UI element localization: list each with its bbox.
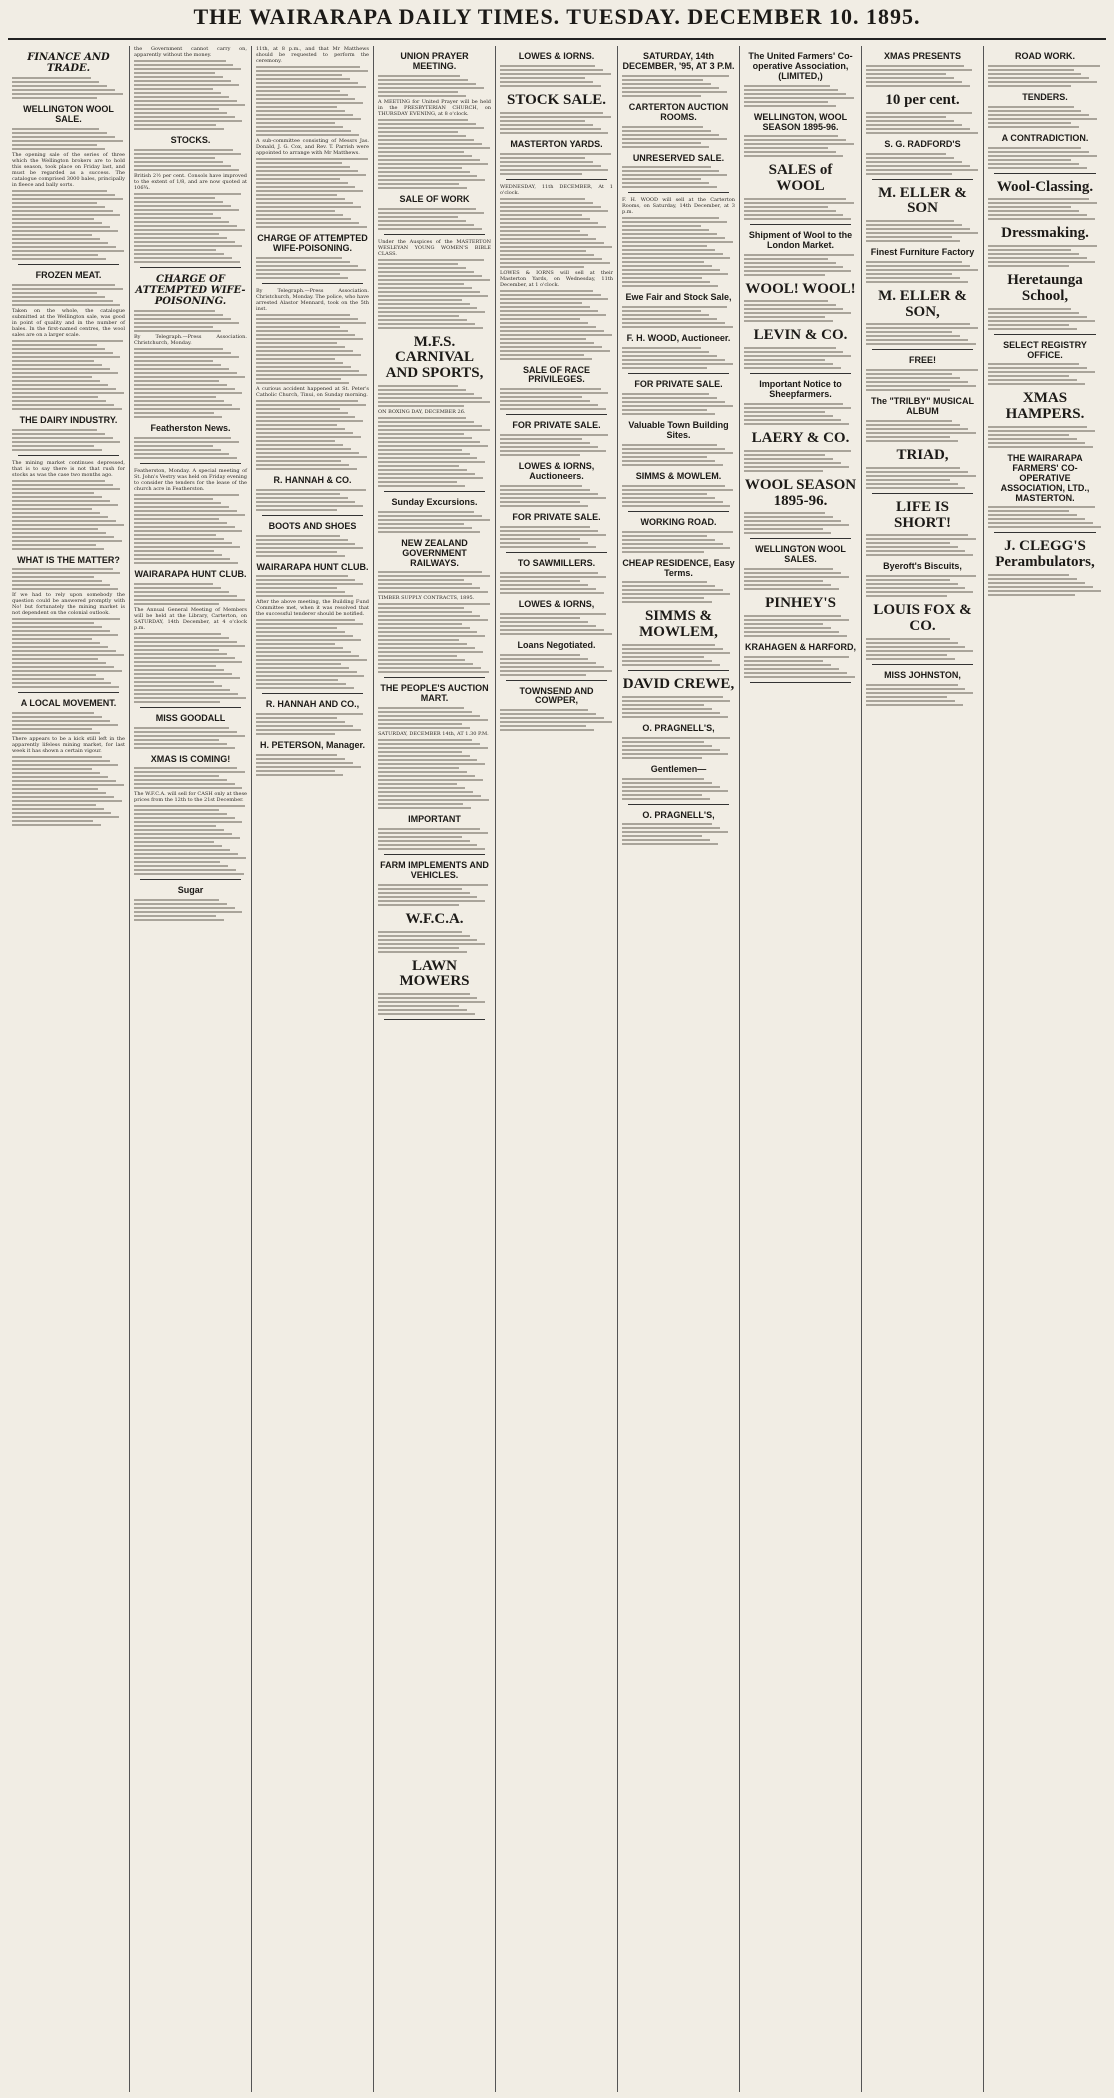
text-filler [866, 420, 979, 442]
text-filler [256, 754, 369, 776]
text-filler [12, 712, 125, 734]
text-filler [622, 531, 735, 553]
section-heading: UNRESERVED SALE. [632, 152, 725, 163]
section-heading: XMAS IS COMING! [150, 753, 231, 764]
section-heading: F. H. WOOD, Auctioneer. [626, 333, 731, 344]
section-heading: LEVIN & CO. [753, 327, 848, 344]
text-filler [378, 385, 491, 407]
section-heading: PINHEY'S [765, 595, 836, 612]
column-rule [506, 552, 607, 553]
text-filler [134, 193, 247, 263]
article-text: ON BOXING DAY, DECEMBER 26. [378, 408, 466, 415]
section-heading: SATURDAY, 14th DECEMBER, '95, AT 3 P.M. [622, 51, 735, 71]
article-text: A sub-committee consisting of Messrs Jas. Donald, J. G. Cox, and Rev. T. Parrish were appointed to arrange with Mr Matthews. [256, 138, 369, 156]
text-filler [256, 314, 369, 384]
text-filler [744, 300, 857, 322]
text-filler [622, 778, 735, 800]
article-text: British 2½ per cent. Consols have improved to the extent of 1/8, and are now quoted at 106¾. [134, 172, 247, 191]
column-rule [18, 264, 119, 265]
article-text: The mining market continues depressed, that is to say there is not that rush for stocks as was the case two months ago. [12, 459, 125, 478]
column-rule [750, 373, 851, 374]
text-filler [622, 393, 735, 415]
text-filler [622, 306, 735, 328]
text-filler [134, 348, 247, 418]
article-text: LOWES & IORNS will sell at their Masterton Yards, on Wednesday, 11th December, at 1 o'clock. [500, 269, 613, 288]
text-filler [500, 434, 613, 456]
section-heading: FOR PRIVATE SALE. [512, 511, 601, 522]
text-filler [12, 618, 125, 688]
text-filler [622, 166, 735, 188]
column-7 [740, 46, 862, 2092]
text-filler [12, 284, 125, 306]
text-filler [622, 644, 735, 666]
column-5 [496, 46, 618, 2092]
section-heading: WELLINGTON WOOL SALE. [23, 104, 114, 124]
text-filler [134, 899, 247, 921]
text-filler [988, 363, 1102, 385]
section-heading: FOR PRIVATE SALE. [634, 379, 723, 390]
text-filler [256, 619, 369, 689]
section-heading: Gentlemen— [650, 763, 707, 774]
text-filler [988, 245, 1102, 267]
section-heading: CHARGE OF ATTEMPTED WIFE-POISONING. [135, 273, 246, 307]
text-filler [622, 126, 735, 148]
column-rule [994, 173, 1096, 174]
text-filler [622, 217, 735, 287]
section-heading: STOCKS. [170, 135, 211, 145]
section-heading: XMAS PRESENTS [883, 51, 961, 61]
section-heading: LOWES & IORNS, Auctioneers. [518, 461, 595, 482]
column-rule [140, 267, 241, 268]
section-heading: Loans Negotiated. [517, 639, 596, 650]
text-filler [622, 75, 735, 97]
section-heading: FROZEN MEAT. [35, 269, 102, 280]
text-filler [622, 347, 735, 369]
section-heading: WAIRARAPA HUNT CLUB. [256, 561, 369, 572]
text-filler [12, 340, 125, 410]
text-filler [866, 112, 979, 134]
section-heading: LOWES & IORNS, [518, 598, 595, 609]
article-text: WEDNESDAY, 11th DECEMBER, At 1 o'clock. [500, 183, 613, 196]
text-filler [378, 993, 491, 1015]
article-text: SATURDAY, DECEMBER 14th, AT 1.30 P.M. [378, 731, 489, 738]
section-heading: STOCK SALE. [507, 91, 606, 108]
text-filler [378, 828, 491, 850]
text-filler [378, 884, 491, 906]
text-filler [378, 511, 491, 533]
text-filler [378, 739, 491, 809]
text-filler [622, 444, 735, 466]
text-filler [500, 290, 613, 360]
section-heading: KRAHAGEN & HARFORD, [745, 641, 856, 652]
article-text: If we had to rely upon somebody the question could be answered promptly with No! but fortunately the mining market is not dependent on the colonial outlook. [12, 592, 125, 617]
text-filler [866, 534, 979, 556]
section-heading: WAIRARAPA HUNT CLUB. [134, 568, 247, 579]
column-rule [750, 538, 851, 539]
text-filler [866, 220, 979, 242]
text-filler [256, 535, 369, 557]
text-filler [500, 153, 613, 175]
text-filler [622, 581, 735, 603]
section-heading: MISS JOHNSTON, [884, 669, 961, 680]
text-filler [12, 568, 125, 590]
section-heading: LOWES & IORNS. [518, 51, 595, 61]
section-heading: CARTERTON AUCTION ROOMS. [628, 101, 729, 122]
column-rule [994, 334, 1096, 335]
section-heading: Featherston News. [150, 422, 231, 433]
text-filler [378, 931, 491, 953]
section-heading: Shipment of Wool to the London Market. [748, 229, 853, 250]
section-heading: Byeroft's Biscuits, [883, 561, 962, 572]
section-heading: R. HANNAH & CO. [273, 474, 352, 485]
text-filler [256, 66, 369, 136]
text-filler [866, 323, 979, 345]
section-heading: SELECT REGISTRY OFFICE. [1003, 339, 1087, 360]
text-filler [378, 208, 491, 230]
section-heading: WOOL! WOOL! [745, 280, 856, 297]
text-filler [134, 310, 247, 332]
section-heading: THE DAIRY INDUSTRY. [19, 414, 118, 425]
text-filler [500, 613, 613, 635]
section-heading: LAWN MOWERS [399, 957, 470, 990]
column-rule [140, 879, 241, 880]
text-filler [378, 707, 491, 729]
text-filler [256, 575, 369, 597]
text-filler [744, 568, 857, 590]
text-filler [744, 347, 857, 369]
section-heading: The United Farmers' Co-operative Association, (LIMITED,) [748, 51, 853, 81]
column-rule [18, 455, 119, 456]
text-filler [744, 512, 857, 534]
text-filler [622, 696, 735, 718]
section-heading: MASTERTON YARDS. [510, 138, 603, 149]
section-heading: WELLINGTON WOOL SALES. [755, 544, 846, 565]
section-heading: Wool-Classing. [996, 178, 1094, 195]
column-6 [618, 46, 740, 2092]
article-text: The W.F.C.A. will sell for CASH only at these prices from the 12th to the 21st December. [134, 791, 247, 804]
column-rule [384, 491, 485, 492]
section-heading: LAERY & CO. [751, 430, 850, 447]
column-rule [628, 192, 729, 193]
section-heading: IMPORTANT [408, 814, 461, 825]
article-text: There appears to be a kick still left in the apparently lifeless mining market, for last week it has shown a certain vigour. [12, 736, 125, 755]
section-heading: NEW ZEALAND GOVERNMENT RAILWAYS. [401, 537, 468, 568]
section-heading: CHEAP RESIDENCE, Easy Terms. [622, 557, 735, 578]
article-text: Taken on the whole, the catalogue submitted at the Wellington sale, was good in point of quality and in the number of bales. In the first-named centres, the wool sales are on a larger scale. [12, 307, 125, 338]
text-filler [500, 485, 613, 507]
section-heading: TO SAWMILLERS. [517, 557, 596, 568]
section-heading: The "TRILBY" MUSICAL ALBUM [870, 396, 975, 417]
section-heading: LIFE IS SHORT! [894, 498, 951, 531]
masthead [0, 4, 1114, 38]
section-heading: FREE! [909, 355, 936, 366]
section-heading: J. CLEGG'S Perambulators, [995, 538, 1095, 571]
text-filler [378, 571, 491, 593]
article-text: Under the Auspices of the MASTERTON WESLEYAN YOUNG WOMEN'S BIBLE CLASS. [378, 238, 491, 257]
masthead-rule [8, 38, 1106, 40]
text-filler [988, 106, 1102, 128]
text-filler [866, 153, 979, 175]
column-3 [252, 46, 374, 2092]
column-rule [628, 373, 729, 374]
section-heading: Heretaunga School, [1007, 272, 1083, 304]
column-rule [384, 677, 485, 678]
article-text: After the above meeting, the Building Fund Committee met, when it was resolved that the successful tenderer should be notified. [256, 599, 369, 618]
article-text: The opening sale of the series of three which the Wellington brokers are to hold this season, took place on Friday last, and must be regarded as a success. The catalogue comprised 3000 bales, principally in fleece and bally sorts. [12, 151, 125, 188]
text-filler [500, 388, 613, 410]
text-filler [500, 198, 613, 268]
text-filler [500, 526, 613, 548]
column-rule [506, 680, 607, 681]
section-heading: THE PEOPLE'S AUCTION MART. [380, 683, 489, 704]
text-filler [134, 727, 247, 749]
article-text: Featherston, Monday. A special meeting of St. John's Vestry was held on Friday evening to consider the tenders for the lease of the church acre in Featherston. [134, 467, 247, 492]
article-text: F. H. WOOD will sell at the Carterton Rooms, on Saturday, 14th December, at 3 p.m. [622, 197, 735, 216]
text-filler [744, 403, 857, 425]
section-heading: XMAS HAMPERS. [1005, 390, 1085, 423]
column-rule [994, 532, 1096, 533]
section-heading: M. ELLER & SON [878, 184, 967, 217]
column-rule [18, 692, 119, 693]
column-rule [628, 804, 729, 805]
column-rule [628, 670, 729, 671]
section-heading: Finest Furniture Factory [870, 247, 975, 258]
text-filler [866, 261, 979, 283]
section-heading: ROAD WORK. [1015, 51, 1075, 61]
text-filler [500, 572, 613, 594]
column-rule [506, 179, 607, 180]
column-8 [862, 46, 984, 2092]
text-filler [988, 65, 1102, 87]
text-filler [500, 654, 613, 676]
column-rule [750, 224, 851, 225]
column-rule [262, 283, 363, 284]
text-filler [134, 633, 247, 703]
column-rule [384, 234, 485, 235]
section-heading: S. G. RADFORD'S [884, 138, 961, 149]
section-heading: M.F.S. CARNIVAL AND SPORTS, [385, 333, 484, 382]
newspaper-title: THE WAIRARAPA DAILY TIMES. TUESDAY. DECEMBER 10. 1895. [193, 4, 921, 29]
article-text: By Telegraph.—Press Association. Christchurch, Monday. The police, who have arrested Alastor Mennard, took on the 5th inst. [256, 287, 369, 312]
column-1 [8, 46, 130, 2092]
text-filler [500, 65, 613, 87]
article-text: the Government cannot carry on, apparently without the money. [134, 46, 247, 58]
section-heading: WORKING ROAD. [640, 516, 717, 527]
text-filler [744, 450, 857, 472]
section-heading: DAVID CREWE, [622, 675, 735, 692]
text-filler [866, 65, 979, 87]
section-heading: WOOL SEASON 1895-96. [744, 476, 857, 509]
text-filler [988, 308, 1102, 330]
column-rule [262, 515, 363, 516]
text-filler [378, 119, 491, 189]
text-filler [744, 254, 857, 276]
text-filler [744, 198, 857, 220]
section-heading: WHAT IS THE MATTER? [17, 554, 120, 565]
text-filler [12, 77, 125, 99]
section-heading: O. PRAGNELL'S, [642, 809, 715, 820]
section-heading: FARM IMPLEMENTS AND VEHICLES. [380, 860, 489, 881]
column-rule [872, 349, 973, 350]
text-filler [134, 767, 247, 789]
text-filler [744, 615, 857, 637]
section-heading: BOOTS AND SHOES [268, 520, 357, 531]
section-heading: Sunday Excursions. [391, 496, 478, 507]
text-filler [256, 257, 369, 279]
section-heading: LOUIS FOX & CO. [873, 602, 972, 634]
article-text: By Telegraph.—Press Association. Christchurch, Monday. [134, 333, 247, 346]
section-heading: CHARGE OF ATTEMPTED WIFE-POISONING. [257, 233, 368, 253]
text-filler [134, 583, 247, 605]
section-heading: Important Notice to Sheepfarmers. [759, 379, 842, 400]
text-filler [988, 198, 1102, 220]
text-filler [500, 709, 613, 731]
column-rule [872, 179, 973, 180]
section-heading: A LOCAL MOVEMENT. [20, 698, 117, 709]
text-filler [134, 494, 247, 564]
article-text: A MEETING for United Prayer will be held in the PRESBYTERIAN CHURCH, on THURSDAY EVENING, at 8 o'clock. [378, 98, 491, 117]
column-rule [628, 511, 729, 512]
section-heading: O. PRAGNELL'S, [642, 722, 715, 733]
section-heading: 10 per cent. [885, 91, 960, 108]
section-heading: TENDERS. [1022, 91, 1068, 102]
text-filler [256, 713, 369, 735]
text-filler [12, 190, 125, 260]
text-filler [866, 638, 979, 660]
text-filler [744, 135, 857, 157]
text-filler [622, 823, 735, 845]
column-rule [140, 707, 241, 708]
text-filler [12, 128, 125, 150]
section-heading: SALE OF WORK [399, 193, 470, 204]
text-filler [12, 756, 125, 826]
section-heading: TOWNSEND AND COWPER, [519, 685, 594, 706]
text-filler [866, 575, 979, 597]
text-filler [134, 60, 247, 130]
column-rule [140, 463, 241, 464]
text-filler [134, 149, 247, 171]
text-filler [866, 369, 979, 391]
section-heading: WELLINGTON, WOOL SEASON 1895-96. [753, 111, 848, 132]
section-heading: FINANCE AND TRADE. [27, 52, 110, 74]
column-rule [384, 854, 485, 855]
column-9 [984, 46, 1106, 2092]
column-rule [384, 1019, 485, 1020]
text-filler [988, 574, 1102, 596]
text-filler [988, 147, 1102, 169]
text-filler [622, 485, 735, 507]
text-filler [988, 506, 1102, 528]
section-heading: Valuable Town Building Sites. [628, 420, 729, 441]
section-heading: SALES of WOOL [768, 162, 833, 195]
column-2 [130, 46, 252, 2092]
text-filler [744, 656, 857, 678]
text-filler [500, 112, 613, 134]
text-filler [12, 480, 125, 550]
section-heading: SIMMS & MOWLEM, [639, 608, 718, 641]
section-heading: Sugar [177, 885, 204, 896]
text-filler [256, 158, 369, 228]
section-heading: THE WAIRARAPA FARMERS' CO-OPERATIVE ASSOCIATION, LTD., MASTERTON. [1000, 452, 1090, 503]
text-filler [378, 603, 491, 673]
section-heading: Ewe Fair and Stock Sale, [625, 292, 732, 303]
text-filler [988, 426, 1102, 448]
section-heading: SALE OF RACE PRIVILEGES. [522, 364, 590, 385]
text-filler [256, 400, 369, 470]
article-text: 11th, at 8 p.m., and that Mr Matthews should be requested to perform the ceremony. [256, 46, 369, 64]
section-heading: M. ELLER & SON, [878, 287, 967, 320]
column-4 [374, 46, 496, 2092]
article-text: The Annual General Meeting of Members will be held at the Library, Carterton, on SATURDAY, 14th December, at 4 o'clock p.m. [134, 606, 247, 631]
text-filler [378, 417, 491, 487]
article-text: TIMBER SUPPLY CONTRACTS, 1895. [378, 595, 475, 602]
text-filler [134, 805, 247, 875]
text-filler [134, 437, 247, 459]
columns [8, 46, 1106, 2092]
text-filler [866, 467, 979, 489]
section-heading: R. HANNAH AND CO., [265, 699, 360, 710]
section-heading: A CONTRADICTION. [1001, 132, 1089, 143]
text-filler [378, 259, 491, 329]
text-filler [378, 75, 491, 97]
column-rule [872, 493, 973, 494]
column-rule [262, 693, 363, 694]
section-heading: TRIAD, [896, 447, 949, 464]
section-heading: W.F.C.A. [405, 910, 464, 927]
section-heading: H. PETERSON, Manager. [259, 740, 366, 751]
section-heading: FOR PRIVATE SALE. [512, 420, 601, 431]
column-rule [750, 682, 851, 683]
text-filler [744, 85, 857, 107]
column-rule [872, 664, 973, 665]
text-filler [622, 737, 735, 759]
section-heading: SIMMS & MOWLEM. [635, 470, 722, 481]
text-filler [866, 684, 979, 706]
section-heading: UNION PRAYER MEETING. [400, 51, 469, 71]
section-heading: MISS GOODALL [155, 712, 226, 723]
article-text: A curious accident happened at St. Peter's Catholic Church, Tinui, on Sunday morning. [256, 385, 369, 398]
section-heading: Dressmaking. [1001, 225, 1089, 242]
column-rule [506, 414, 607, 415]
text-filler [12, 429, 125, 451]
text-filler [256, 489, 369, 511]
